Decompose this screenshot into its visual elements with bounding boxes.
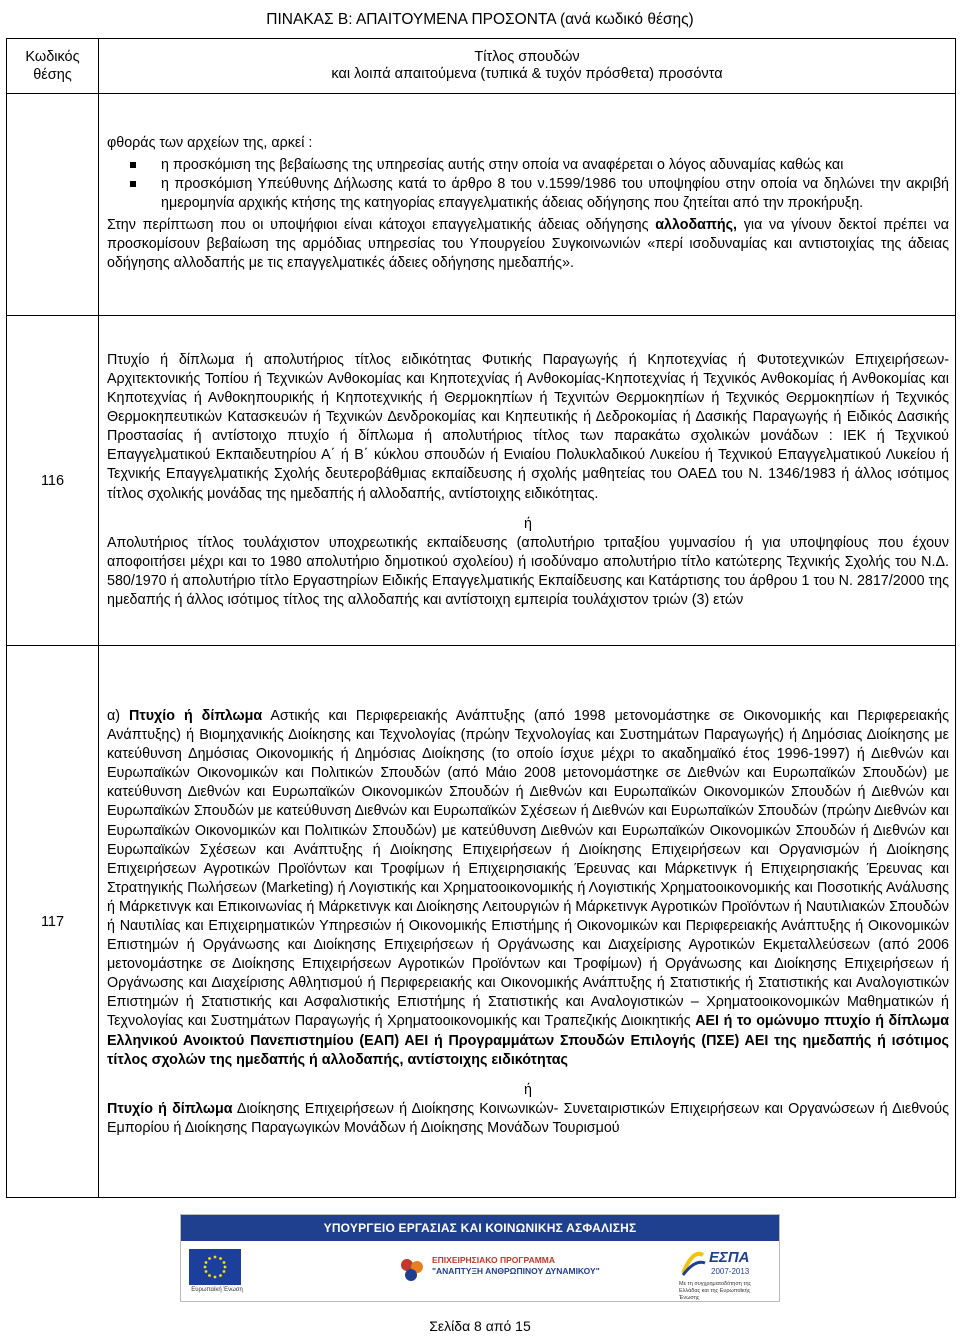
- p1-text: Αστικής και Περιφερειακής Ανάπτυξης (από 1998 μετονομάστηκε σε Οικονομικής και Περιφερειακής Ανάπτυξης) ή Βιομηχανικής Διοίκησης και Τεχνολογίας (πρώην Τεχνολογίας και Συστημάτων Παραγωγής) ή Δημόσιας Διοίκησης με κατεύθυνση Δημόσιας Οικονομικής ή Δημόσιας Διοίκησης (το οποίο ίσχυε μέχρι το ακαδημαϊκό έτος 1996-1997) ή Διεθνών και Ευρωπαϊκών Οικονομικών και Πολιτικών Σπουδών (από Μάιο 2008 μετονομάστηκε σε Διεθνών και Ευρωπαϊκών Σπουδών) με κατεύθυνση Διεθνών και Ευρωπαϊκών Οικονομικών Σπουδών ή Διεθνών και Ευρωπαϊκών Οικονομικών Σπουδών ή Διεθνών και Ευρωπαϊκών Σπουδών με κατεύθυνση Διεθνών και Ευρωπαϊκών Σχέσεων ή Διεθνών και Ευρωπαϊκών Σπουδών (πρώην Διεθνών και Ευρωπαϊκών Οικονομικών και Πολιτικών Σπουδών) με κατεύθυνση Διεθνών και Ευρωπαϊκών Οικονομικών Σπουδών ή Διεθνών και Ευρωπαϊκών Σχέσεων και Ανάπτυξης ή Διοίκησης Επιχειρήσεων ή Διοίκησης Επιχειρήσεων και Οργανισμών ή Διοίκησης Επιχειρήσεων Αγροτικών Προϊόντων και Τροφίμων ή Επιχειρησιακής Έρευνας και Μάρκετινγκ ή Επιχειρησιακής Έρευνας και Στρατηγικής Πωλήσεων (Marketing) ή Λογιστικής και Χρηματοοικονομικής ή Λογιστικής Χρηματοοικονομικής και Ποσοτικής Ανάλυσης ή Μάρκετινγκ και Επικοινωνίας ή Μάρκετινγκ και Διοίκησης Λειτουργιών ή Μάρκετινγκ Αγροτικών Προϊόντων ή Ναυτιλιακών Σπουδών ή Ναυτιλίας και Επιχειρηματικών Υπηρεσιών ή Οικονομικής Επιστήμης ή Οικονομικών και Περιφερειακής Ανάπτυξης ή Οικονομικών Επιστημών ή Οργάνωσης και Διοίκησης Επιχειρήσεων ή Οργάνωσης και Διαχείρισης Αγροτικών Εκμεταλλεύσεων (από 2006 μετονομάστηκε σε Διοίκησης Επιχειρήσεων Αγροτικών Προϊόντων και Τροφίμων) ή Οργάνωσης και Διοίκησης Επιχειρήσεων ή Οργάνωσης και Διαχείρισης Αθλητισμού ή Περιφερειακής και Οικονομικής Ανάπτυξης ή Στατιστικής ή Στατιστικής και Αναλογιστικών Επιστημών ή Στατιστικής και Ασφαλιστικής Επιστήμης ή Στατιστικής και Αναλογιστικών – Χρηματοοικονομικών Μαθηματικών ή Τεχνολογίας και Συστημάτων Παραγωγής ή Χρηματοοικονομικής και Τραπεζικής Διοικητικής: [107, 707, 949, 1030]
- eu-flag-icon: [189, 1249, 241, 1285]
- programme-line1: ΕΠΙΧΕΙΡΗΣΙΑΚΟ ΠΡΟΓΡΑΜΜΑ: [432, 1255, 556, 1265]
- row-description: [99, 646, 956, 1198]
- banner-logos: [181, 1241, 779, 1301]
- operational-programme-logo: [396, 1247, 626, 1293]
- requirement-paragraph: [107, 707, 949, 1070]
- ministry-label: ΥΠΟΥΡΓΕΙΟ ΕΡΓΑΣΙΑΣ ΚΑΙ ΚΟΙΝΩΝΙΚΗΣ ΑΣΦΑΛΙΣΗΣ: [181, 1215, 779, 1241]
- p2-bold: Πτυχίο ή δίπλωμα: [107, 1100, 233, 1117]
- p1-lead: α): [107, 707, 130, 724]
- table-row: [7, 316, 956, 646]
- espa-years: 2007-2013: [711, 1267, 750, 1276]
- requirements-table: [6, 38, 956, 1198]
- foreign-license-note: [107, 216, 949, 273]
- table-row: [7, 94, 956, 316]
- list-item: η προσκόμιση της βεβαίωσης της υπηρεσίας αυτής στην οποία να αναφέρεται ο λόγος αδυναμίας καθώς και: [161, 156, 949, 175]
- note-text-a: Στην περίπτωση που οι υποψήφιοι είναι κάτοχοι επαγγελματικής άδειας οδήγησης: [107, 217, 656, 234]
- table-row: [7, 646, 956, 1198]
- header-description: [99, 39, 956, 94]
- note-bold: αλλοδαπής,: [655, 217, 738, 234]
- espa-logo: [679, 1245, 771, 1301]
- or-separator: ή: [524, 515, 532, 532]
- programme-mark-icon: [396, 1255, 428, 1285]
- page-number: Σελίδα 8 από 15: [429, 1318, 531, 1334]
- row-code-empty: [7, 94, 99, 316]
- espa-caption: Με τη συγχρηματοδότηση της Ελλάδας και της Ευρωπαϊκής Ένωσης: [679, 1281, 752, 1301]
- p2-text: Διοίκησης Επιχειρήσεων ή Διοίκησης Κοινωνικών- Συνεταιριστικών Επιχειρήσεων και Οργανώσεων ή Διεθνούς Εμπορίου ή Διοίκησης Παραγωγικών Μονάδων ή Διοίκησης Μονάδων Τουρισμού: [107, 1100, 949, 1136]
- row-description: [99, 316, 956, 646]
- header-code-line1: Κωδικός: [25, 49, 80, 65]
- espa-mark-icon: [679, 1247, 707, 1279]
- header-code: [7, 39, 99, 94]
- row-description: [99, 94, 956, 316]
- row-code: 117: [7, 646, 99, 1198]
- continuation-intro: φθοράς των αρχείων της, αρκεί :: [107, 134, 313, 151]
- requirement-paragraph: Απολυτήριος τίτλος τουλάχιστον υποχρεωτικής εκπαίδευσης (απολυτήριο τριταξίου γυμνασίου ή για υποψηφίους που έχουν αποφοιτήσει μέχρι και το 1980 απολυτήριο δημοτικού σχολείου) ή ισοδύναμο απολυτήριο τίτλο κατώτερης Τεχνικής Σχολής του Ν.Δ. 580/1970 ή απολυτήριο τίτλο Εργαστηρίων Ειδικής Επαγγελματικής Εκπαίδευσης και Κατάρτισης του άρθρου 1 του Ν. 2817/2000 της ημεδαπής ή άλλος ισότιμος τίτλος της αλλοδαπής και αντίστοιχη εμπειρία τουλάχιστον τριών (3) ετών: [107, 534, 949, 609]
- header-code-line2: θέσης: [33, 67, 72, 83]
- note-text-b: για να γίνουν δεκτοί πρέπει να προσκομίσουν βεβαίωση της αρμόδιας υπηρεσίας του Υπουργείου Συγκοινωνιών «περί ισοδυναμίας και αντιστοιχίας της άδειας οδήγησης αλλοδαπής με τις επαγγελματικές άδειες οδήγησης ημεδαπής».: [107, 217, 949, 272]
- row-code: 116: [7, 316, 99, 646]
- requirement-paragraph: [107, 1100, 949, 1138]
- table-header-row: [7, 39, 956, 94]
- list-item: η προσκόμιση Υπεύθυνης Δήλωσης κατά το άρθρο 8 του ν.1599/1986 του υποψηφίου στην οποία να δηλώνει την ακριβή ημερομηνία αρχικής κτήσης της κατηγορίας επαγγελματικής άδειας οδήγησης που ζητείται από την προκήρυξη.: [161, 175, 949, 213]
- header-desc-line2: και λοιπά απαιτούμενα (τυπικά & τυχόν πρόσθετα) προσόντα: [331, 66, 723, 82]
- header-desc-line1: Τίτλος σπουδών: [474, 49, 580, 65]
- or-separator: ή: [524, 1081, 532, 1098]
- p1-bold: Πτυχίο ή δίπλωμα: [129, 707, 263, 724]
- eu-caption: Ευρωπαϊκή Ένωση: [191, 1287, 243, 1293]
- espa-title: ΕΣΠΑ: [709, 1249, 750, 1266]
- page-title: ΠΙΝΑΚΑΣ Β: ΑΠΑΙΤΟΥΜΕΝΑ ΠΡΟΣΟΝΤΑ (ανά κωδικό θέσης): [266, 11, 694, 28]
- bullet-list: [161, 156, 949, 213]
- programme-line2: "ΑΝΑΠΤΥΞΗ ΑΝΘΡΩΠΙΝΟΥ ΔΥΝΑΜΙΚΟΥ": [432, 1266, 600, 1276]
- funding-banner: [180, 1214, 780, 1302]
- requirement-paragraph: Πτυχίο ή δίπλωμα ή απολυτήριος τίτλος ειδικότητας Φυτικής Παραγωγής ή Κηποτεχνίας ή Φυτοτεχνικών Επιχειρήσεων- Αρχιτεκτονικής Τοπίου ή Τεχνικών Ανθοκομίας και Κηποτεχνίας ή Ανθοκομίας-Κηποτεχνίας ή Τεχνικός Ανθοκομίας ή Ανθοκομίας και Κηποτεχνίας ή Ανθοκηπουρικής ή Κηποτεχνικής ή Θερμοκηπίων ή Τεχνιτών Θερμοκηπίων ή Τεχνικός Θερμοκηπίων ή Τεχνικός Θερμοκηπευτικών Κατασκευών ή Τεχνικών Δενδροκομίας και Κηπευτικής ή Δεδροκομίας ή Δασικής Παραγωγής ή Ειδικός Δασικής Προστασίας ή αντίστοιχο πτυχίο ή δίπλωμα ή απολυτήριος τίτλος των παρακάτω σχολικών μονάδων : ΙΕΚ ή Τεχνικού Επαγγελματικού Εκπαιδευτηρίου Α΄ ή Β΄ κύκλου σπουδών ή Ενιαίου Πολυκλαδικού Λυκείου ή Τεχνικού Επαγγελματικού Λυκείου ή Τεχνικής Επαγγελματικής Σχολής δευτεροβάθμιας εκπαίδευσης ή σχολής μαθητείας του ΟΑΕΔ του Ν. 1346/1983 ή άλλος ισότιμος τίτλος σχολικής μονάδας της ημεδαπής ή αλλοδαπής, αντίστοιχης ειδικότητας.: [107, 351, 949, 502]
- p1-tail-bold: ΑΕΙ ή το ομώνυμο πτυχίο ή δίπλωμα Ελληνικού Ανοικτού Πανεπιστημίου (ΕΑΠ) ΑΕΙ ή Προγραμμάτων Σπουδών Επιλογής (ΠΣΕ) ΑΕΙ της ημεδαπής ή ισότιμος τίτλος σχολών της ημεδαπής ή αλλοδαπής, αντίστοιχης ειδικότητας: [107, 1013, 949, 1068]
